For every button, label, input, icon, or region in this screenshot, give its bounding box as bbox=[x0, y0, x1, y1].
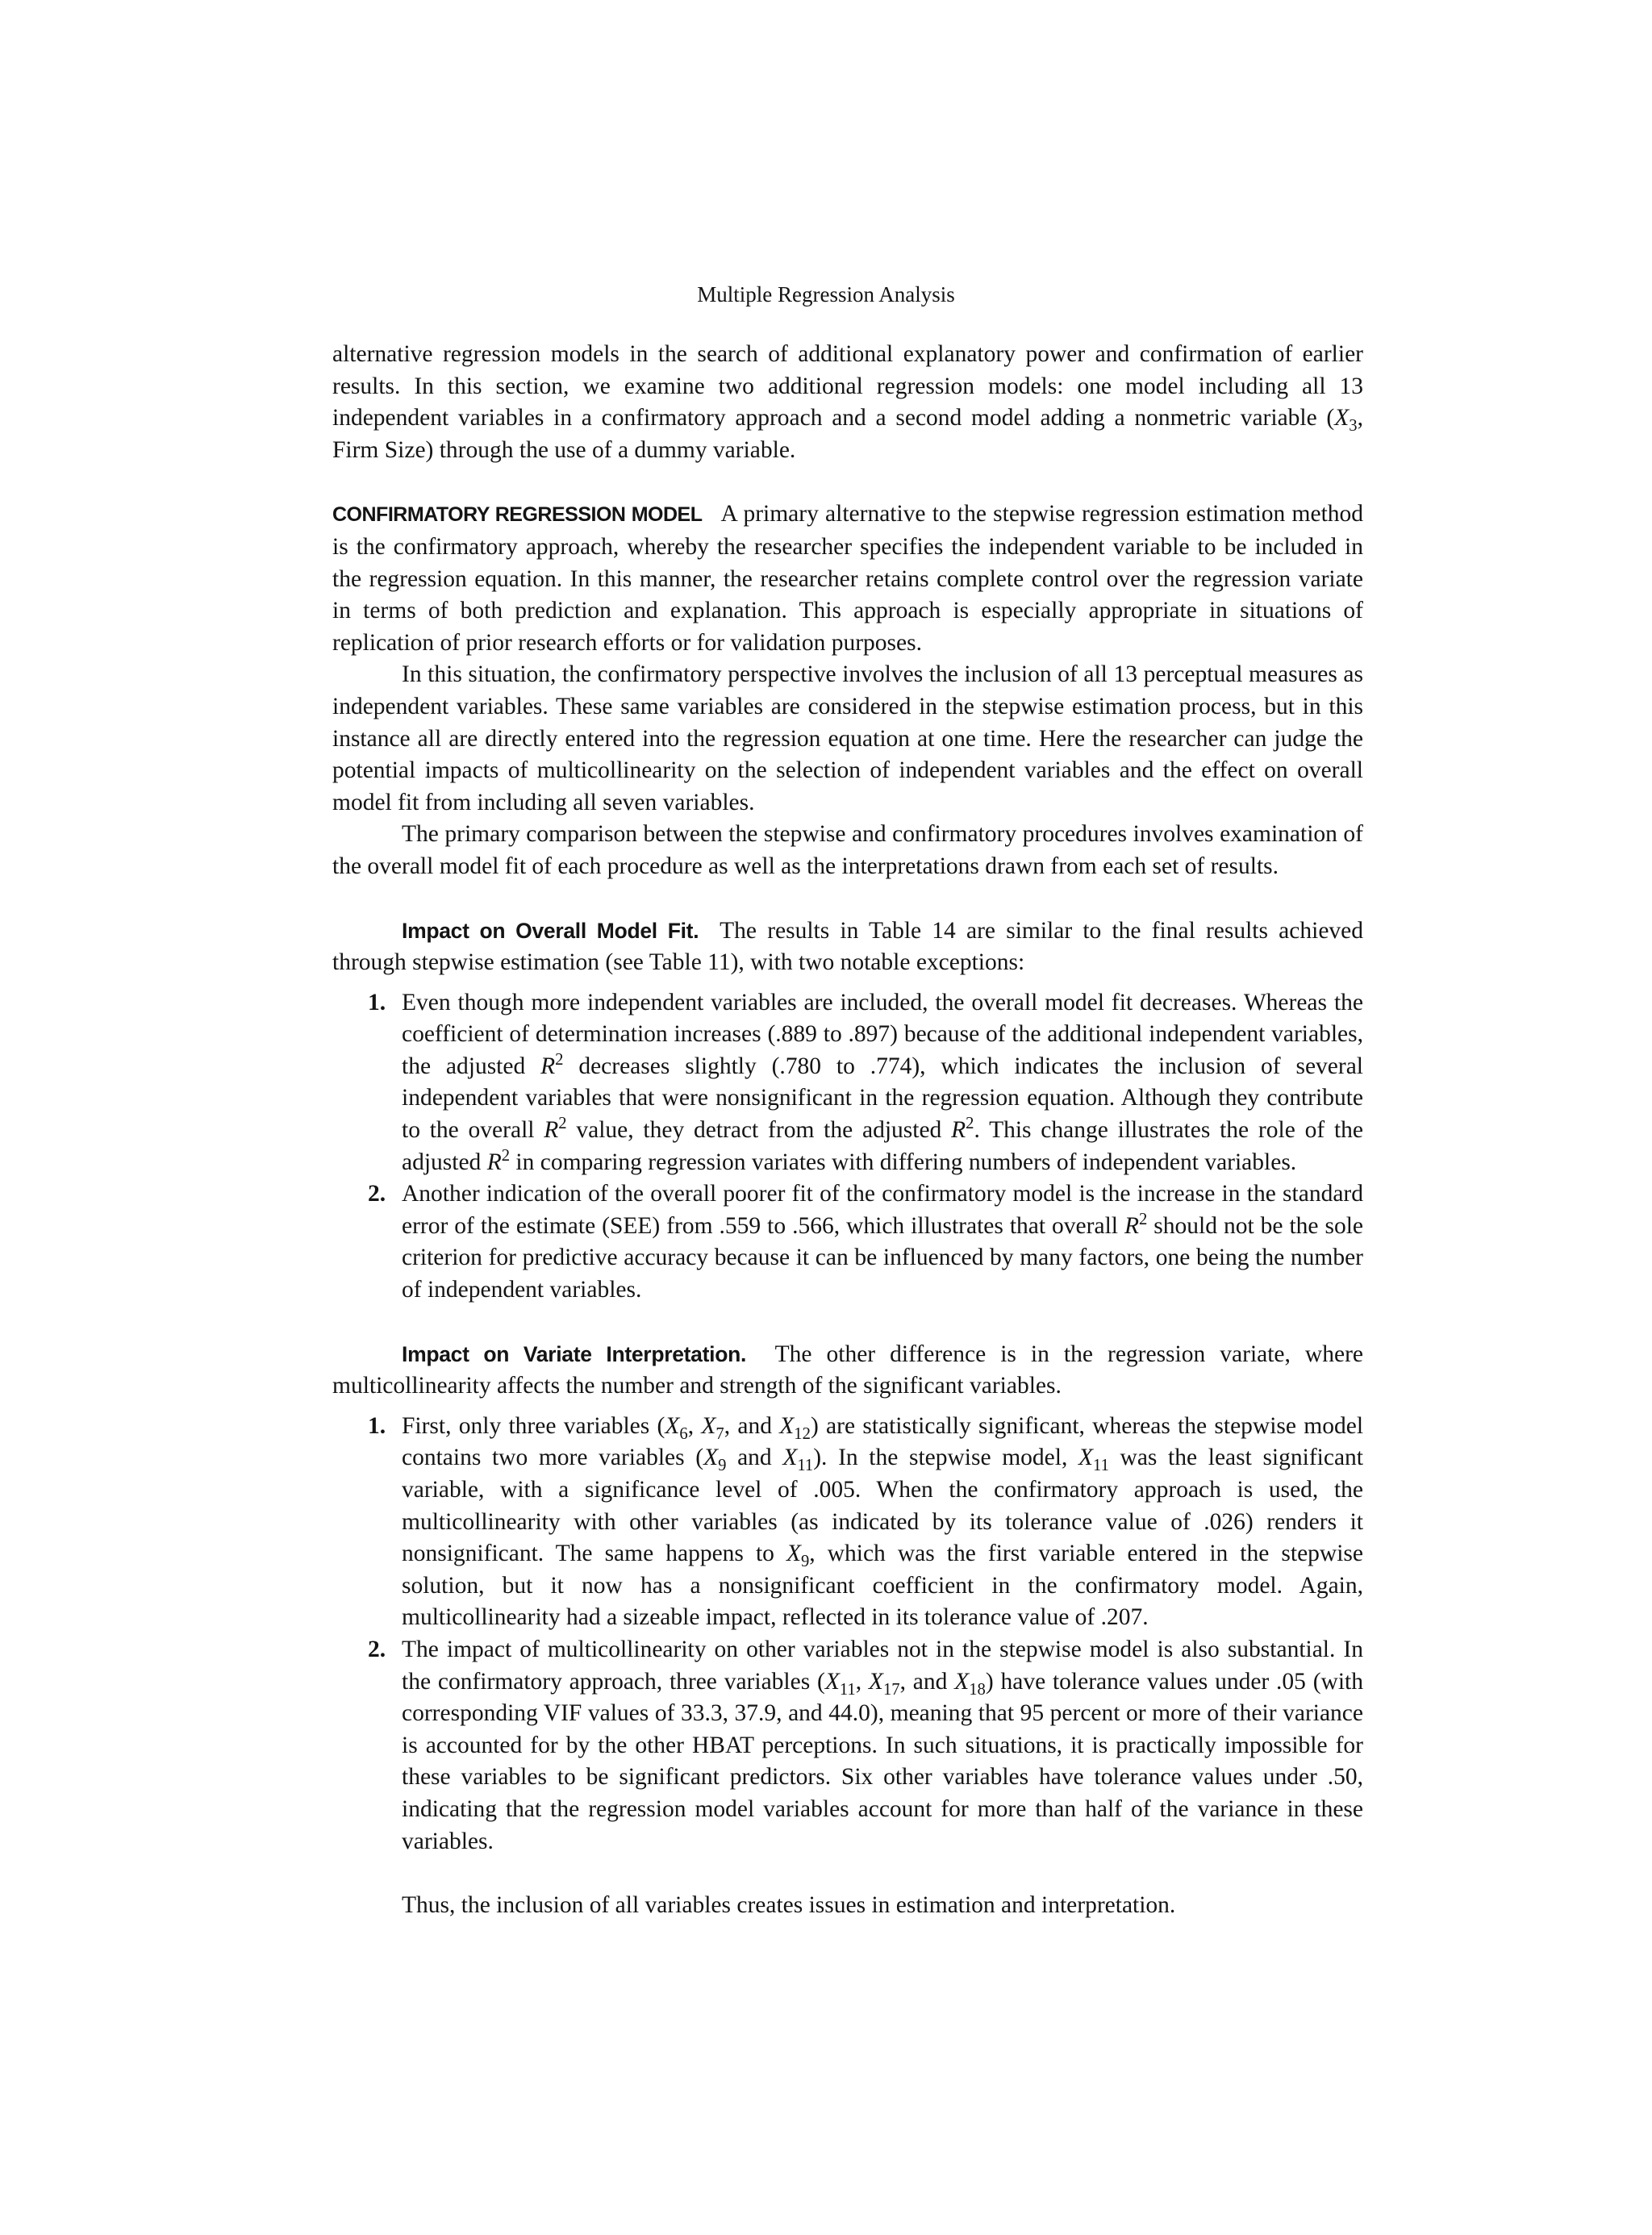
list-item: 1. Even though more independent variables are included, the overall model fit decreases. Whereas the coefficient of determination increases (.889 to .897) because of the additional independent variables, the adjusted $R^2$ decreases slightly (.780 to .774), which indicates the inclusion of several independent variables that were nonsignificant in the regression equation. Although they contribute to the overall $R^2$ value, they detract from the adjusted $R^2$. This change illustrates the role of the adjusted $R^2$ in comparing regression variates with differing numbers of independent variables. bbox=[368, 989, 1363, 1175]
list-item: 2. The impact of multicollinearity on other variables not in the stepwise model is also substantial. In the confirmatory approach, three variables ($X_{11}$, $X_{17}$, and $X_{18}$) have tolerance values under .05 (with corresponding VIF values of 33.3, 37.9, and 44.0), meaning that 95 percent or more of their variance is accounted for by the other HBAT perceptions. In such situations, it is practically impossible for these variables to be significant predictors. Six other variables have tolerance values under .50, indicating that the regression model variables account for more than half of the variance in these variables. bbox=[368, 1636, 1363, 1854]
paragraph: The primary comparison between the stepwise and confirmatory procedures involves examination of the overall model fit of each procedure as well as the interpretations drawn from each set of results. bbox=[332, 821, 1363, 879]
paragraph: In this situation, the confirmatory perspective involves the inclusion of all 13 perceptual measures as independent variables. These same variables are considered in the stepwise estimation process, but in this instance all are directly entered into the regression equation at one time. Here the researcher can judge the potential impacts of multicollinearity on the selection of independent variables and the effect on overall model fit from including all seven variables. bbox=[332, 661, 1363, 815]
confirmatory-paragraph: CONFIRMATORY REGRESSION MODEL A primary alternative to the stepwise regression estimation method is the confirmatory approach, whereby the researcher specifies the independent variable to be included in the regression equation. In this manner, the researcher retains complete control over the regression variate in terms of both prediction and explanation. This approach is especially appropriate in situations of replication of prior research efforts or for validation purposes. bbox=[332, 501, 1364, 656]
fit-list bbox=[332, 987, 1363, 1307]
variate-paragraph: Impact on Variate Interpretation. The other difference is in the regression variate, where multicollinearity affects the number and strength of the significant variables. bbox=[332, 1341, 1364, 1399]
body-text bbox=[332, 339, 1363, 1922]
section-heading-confirmatory: CONFIRMATORY REGRESSION MODEL bbox=[332, 503, 703, 527]
var-x3: X bbox=[1334, 405, 1350, 432]
list-item: 1. First, only three variables ($X_6$, $X_7$, and $X_{12}$) are statistically significant, whereas the stepwise model contains two more variables ($X_9$ and $X_{11}$). In the stepwise model, $X_{11}$ was the least significant variable, with a significance level of .005. When the confirmatory approach is used, the multicollinearity with other variables (as indicated by its tolerance value of .026) renders it nonsignificant. The same happens to $X_9$, which was the first variable entered in the stepwise solution, but it now has a nonsignificant coefficient in the confirmatory model. Again, multicollinearity had a sizeable impact, reflected in its tolerance value of .207. bbox=[368, 1412, 1364, 1631]
list-item: 2. Another indication of the overall poorer fit of the confirmatory model is the increase in the standard error of the estimate (SEE) from .559 to .566, which illustrates that overall $R^2$ should not be the sole criterion for predictive accuracy because it can be influenced by many factors, one being the number of independent variables. bbox=[368, 1181, 1364, 1303]
intro-paragraph: alternative regression models in the search of additional explanatory power and confirmation of earlier results. In this section, we examine two additional regression models: one model including all 13 independent variables in a confirmatory approach and a second model adding a nonmetric variable ($X_3$, Firm Size) through the use of a dummy variable. bbox=[332, 341, 1363, 463]
variate-list bbox=[332, 1411, 1363, 1858]
fit-paragraph: Impact on Overall Model Fit. The results in Table 14 are similar to the final results achieved through stepwise estimation (see Table 11), with two notable exceptions: bbox=[332, 917, 1364, 976]
subsection-heading-variate: Impact on Variate Interpretation. bbox=[402, 1341, 747, 1366]
subsection-heading-fit: Impact on Overall Model Fit. bbox=[402, 918, 699, 943]
running-head: Multiple Regression Analysis bbox=[697, 282, 955, 306]
conclusion-paragraph: Thus, the inclusion of all variables creates issues in estimation and interpretation. bbox=[402, 1892, 1176, 1919]
